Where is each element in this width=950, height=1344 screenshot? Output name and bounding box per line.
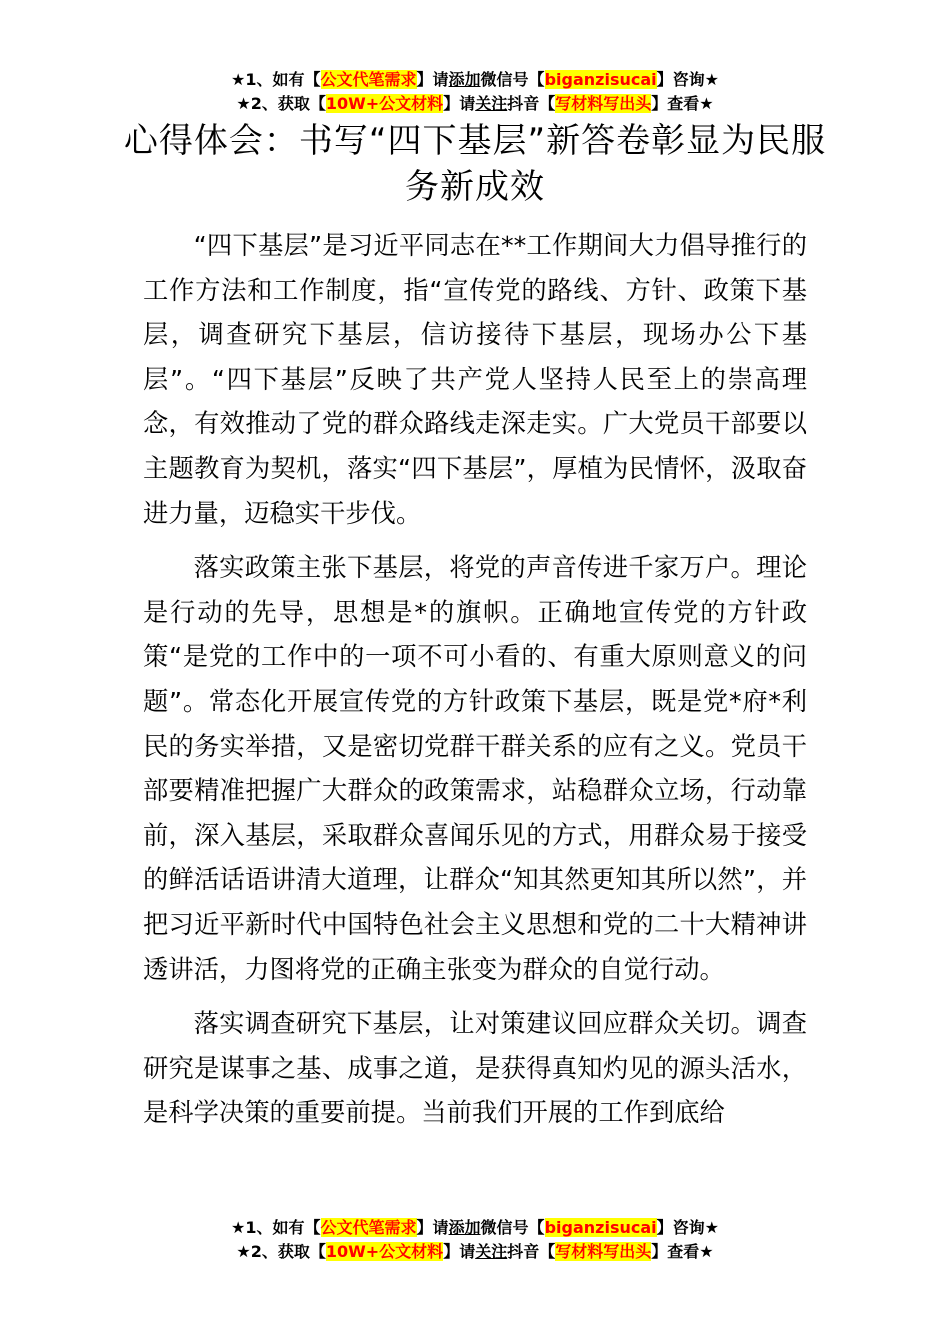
banner-highlight: 写材料写出头 [555, 94, 652, 113]
banner-highlight: 写材料写出头 [555, 1242, 652, 1261]
document-body [143, 224, 807, 1146]
banner-highlight: 公文代笔需求 [320, 1218, 417, 1237]
header-banner [0, 68, 950, 116]
banner-highlight: 公文代笔需求 [320, 70, 417, 89]
paragraph: “四下基层”是习近平同志在**工作期间大力倡导推行的工作方法和工作制度，指“宣传党的路线、方针、政策下基层，调查研究下基层，信访接待下基层，现场办公下基层”。“四下基层”反映了共产党人坚持人民至上的崇高理念，有效推动了党的群众路线走深走实。广大党员干部要以主题教育为契机，落实“四下基层”，厚植为民情怀，汲取奋进力量，迈稳实干步伐。 [143, 231, 807, 528]
footer-banner [0, 1216, 950, 1264]
banner-line-2: ★2、获取【10W+公文材料】请关注抖音【写材料写出头】查看★ [236, 94, 714, 113]
banner-line-2: ★2、获取【10W+公文材料】请关注抖音【写材料写出头】查看★ [236, 1242, 714, 1261]
document-title: 心得体会：书写“四下基层”新答卷彰显为民服务新成效 [123, 121, 827, 207]
banner-highlight: biganzisucai [544, 1218, 657, 1237]
banner-highlight: 10W+公文材料 [325, 94, 444, 113]
paragraph: 落实政策主张下基层，将党的声音传进千家万户。理论是行动的先导，思想是*的旗帜。正确地宣传党的方针政策“是党的工作中的一项不可小看的、有重大原则意义的问题”。常态化开展宣传党的方针政策下基层，既是党*府*利民的务实举措，又是密切党群干群关系的应有之义。党员干部要精准把握广大群众的政策需求，站稳群众立场，行动靠前，深入基层，采取群众喜闻乐见的方式，用群众易于接受的鲜活话语讲清大道理，让群众“知其然更知其所以然”，并把习近平新时代中国特色社会主义思想和党的二十大精神讲透讲活，力图将党的正确主张变为群众的自觉行动。 [143, 553, 807, 984]
banner-highlight: biganzisucai [544, 70, 657, 89]
banner-line-1: ★1、如有【公文代笔需求】请添加微信号【biganzisucai】咨询★ [231, 70, 719, 89]
banner-highlight: 10W+公文材料 [325, 1242, 444, 1261]
paragraph: 落实调查研究下基层，让对策建议回应群众关切。调查研究是谋事之基、成事之道，是获得真知灼见的源头活水，是科学决策的重要前提。当前我们开展的工作到底给 [143, 1009, 807, 1128]
banner-line-1: ★1、如有【公文代笔需求】请添加微信号【biganzisucai】咨询★ [231, 1218, 719, 1237]
